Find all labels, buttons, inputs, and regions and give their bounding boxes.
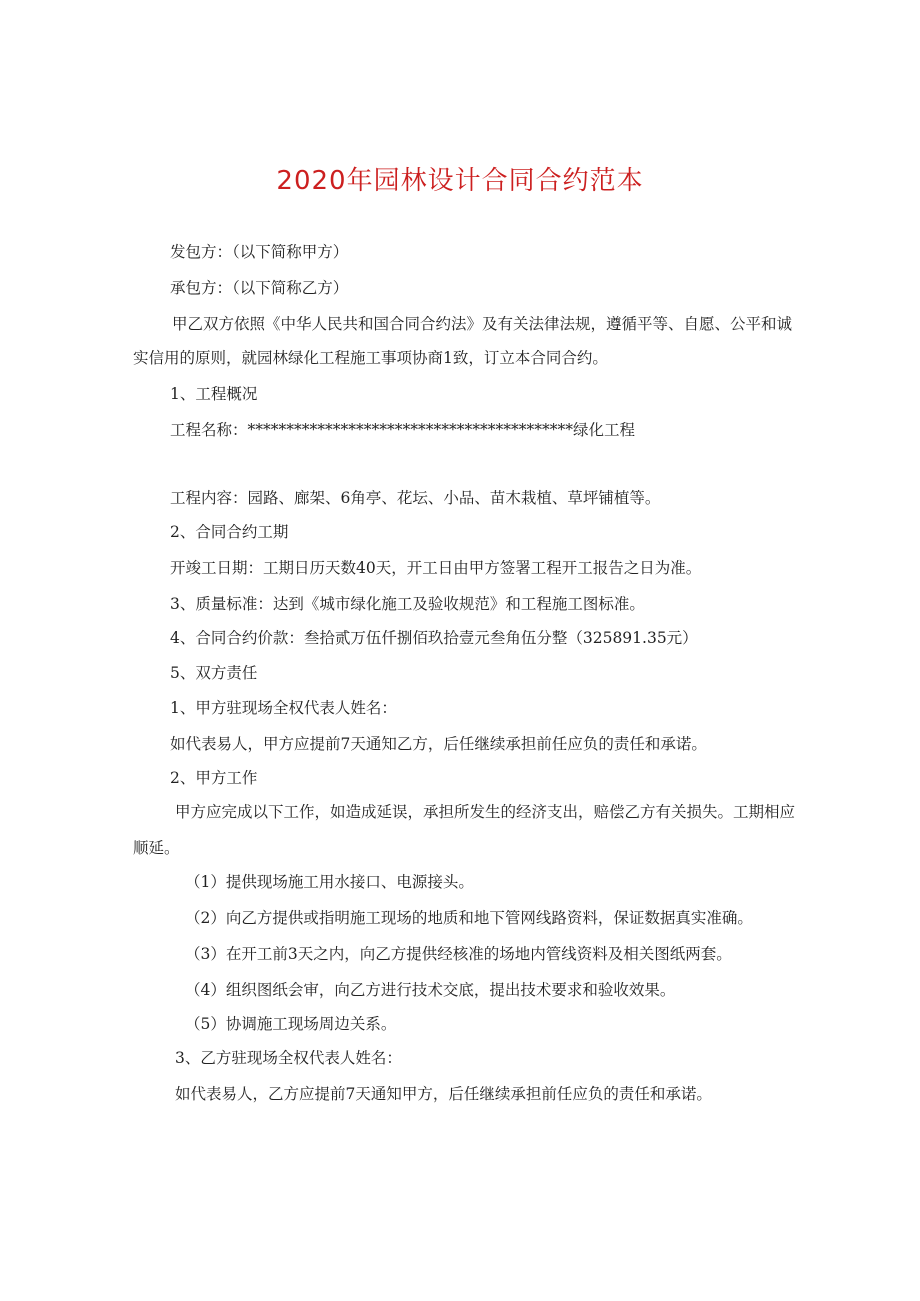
quality-standard-line: 3、质量标准：达到《城市绿化施工及验收规范》和工程施工图标准。 [170, 595, 645, 613]
document-title: 2020年园林设计合同合约范本 [276, 166, 644, 196]
party-a-work-line-1: 甲方应完成以下工作，如造成延误，承担所发生的经济支出，赔偿乙方有关损失。工期相应 [175, 803, 796, 821]
contract-price-line: 4、合同合约价款：叁拾贰万伍仟捌佰玖拾壹元叁角伍分整（325891.35元） [170, 629, 698, 647]
section-heading-responsibilities: 5、双方责任 [170, 664, 258, 682]
preamble-line-1: 甲乙双方依照《中华人民共和国合同合约法》及有关法律法规，遵循平等、自愿、公平和诚 [172, 315, 793, 333]
project-content-line: 工程内容：园路、廊架、6角亭、花坛、小品、苗木栽植、草坪铺植等。 [170, 489, 661, 507]
section-heading-project-overview: 1、工程概况 [170, 385, 258, 403]
party-b-line: 承包方：（以下简称乙方） [170, 279, 349, 297]
party-a-task-4: （4）组织图纸会审，向乙方进行技术交底，提出技术要求和验收效果。 [185, 981, 676, 999]
party-b-replacement-line: 如代表易人，乙方应提前7天通知甲方，后任继续承担前任应负的责任和承诺。 [175, 1085, 712, 1103]
party-a-representative-line: 1、甲方驻现场全权代表人姓名： [170, 699, 397, 717]
section-heading-duration: 2、合同合约工期 [170, 523, 289, 541]
section-heading-party-a-work: 2、甲方工作 [170, 769, 258, 787]
party-a-task-5: （5）协调施工现场周边关系。 [185, 1015, 397, 1033]
party-a-task-1: （1）提供现场施工用水接口、电源接头。 [185, 873, 474, 891]
start-end-date-line: 开竣工日期：工期日历天数40天，开工日由甲方签署工程开工报告之日为准。 [170, 559, 702, 577]
party-a-task-3: （3）在开工前3天之内，向乙方提供经核准的场地内管线资料及相关图纸两套。 [185, 945, 732, 963]
project-name-line: 工程名称：******************************************绿化工程 [170, 421, 636, 439]
party-a-replacement-line: 如代表易人，甲方应提前7天通知乙方，后任继续承担前任应负的责任和承诺。 [170, 735, 707, 753]
preamble-line-2: 实信用的原则，就园林绿化工程施工事项协商1致，订立本合同合约。 [133, 349, 608, 367]
party-a-line: 发包方：（以下简称甲方） [170, 243, 349, 261]
party-a-work-line-2: 顺延。 [133, 839, 180, 857]
party-b-representative-line: 3、乙方驻现场全权代表人姓名： [175, 1049, 402, 1067]
party-a-task-2: （2）向乙方提供或指明施工现场的地质和地下管网线路资料，保证数据真实准确。 [185, 909, 753, 927]
